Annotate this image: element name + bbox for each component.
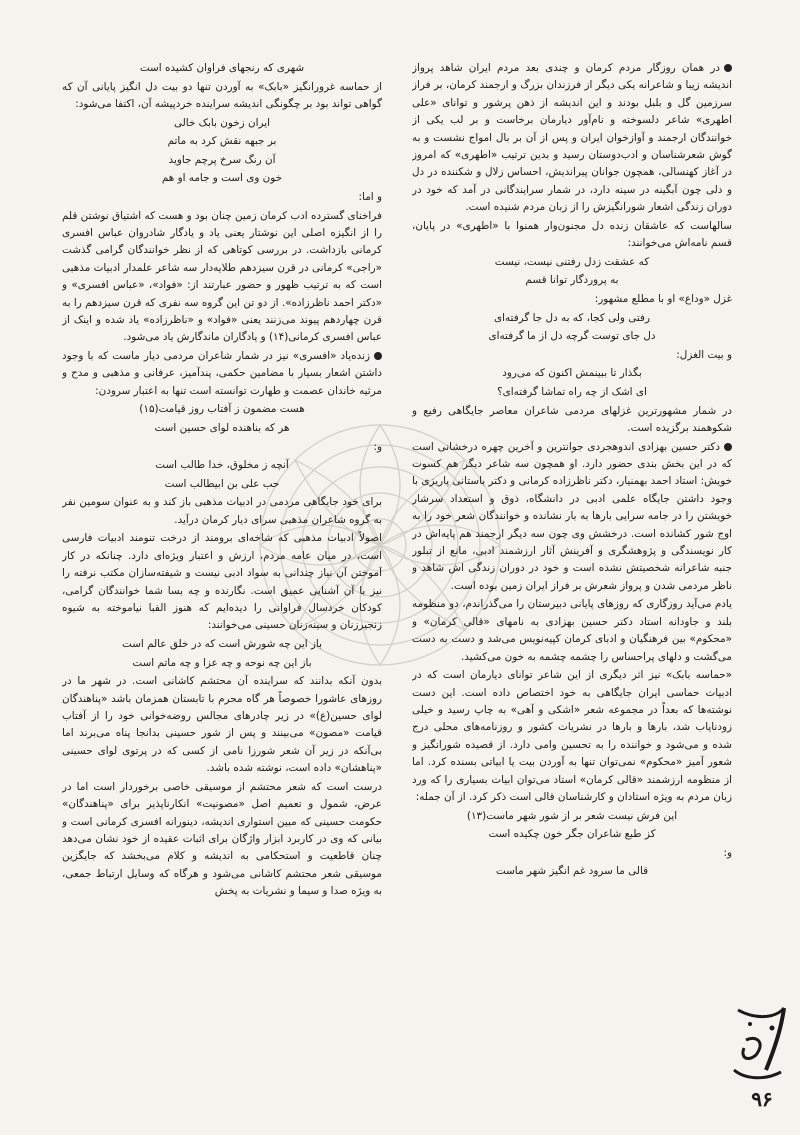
- text-span: و:: [373, 440, 382, 453]
- verse-line: [412, 826, 732, 843]
- text-span: در شمار مشهورترین غزلهای مردمی شاعران معاصر جایگاهی رفیع و شکوهمند برگزیده است.: [412, 404, 732, 434]
- text-span: زنده‌یاد «افسری» نیز در شمار شاعران مردمی دیار ماست که با وجود داشتن اشعار بسیار با مضامین حکمی، پندآمیز، عرفانی و مذهبی و مدح و مرثیه خاندان عصمت و طهارت توانسته است تنها به اعتبار سرودن:: [62, 350, 382, 397]
- text-span: و اما:: [358, 190, 382, 203]
- paragraph: [62, 439, 382, 456]
- text-span: هست مضمون ز آفتاب روز قیامت(۱۵): [139, 403, 305, 416]
- text-span: ای اشک از چه راه تماشا گرفته‌ای؟: [497, 386, 647, 398]
- verse-line: [412, 808, 732, 825]
- text-span: برای خود جایگاهی مردمی در ادبیات مذهبی باز کند و به عنوان سومین نفر به گروه شاعران مذهبی سرای دیار کرمان درآید.: [62, 496, 382, 526]
- left-column: [62, 60, 382, 1065]
- text-span: به پروردگار توانا قسم: [525, 274, 619, 287]
- paragraph: [62, 673, 382, 777]
- text-span: دکتر حسین بهزادی اندوهجردی جوانترین و آخرین چهره درخشانی است که در این بخش بندی حضور دارد. او همچون سه شاعر دیگر هم کسوت خویش: استاد احمد بهمنیار، دکتر ناظرزاده کرمانی و دکتر باستانی پاریزی با وجود داشتن جایگاه علمی ادبی در دانشگاه، ذوق و استعداد سرشار خویشتن را در جامه سرایی بارها به بار نشانده و خوانندگان شعر خود را به اوج شور کشانده است. درخشش وی چون سه دیگر ارجمند هم پایه‌اش در کار نویسندگی و پژوهشگری و آفرینش آثار ارزشمند ادبی، مانع از تبلور جنبه شاعرانه شخصیتش نشده است و خود در دوران زندگی اش شاهد و ناظر مردمی شدن و پرواز شعرش بر فراز ایران زمین بوده است.: [412, 440, 732, 592]
- bullet-dot-icon: [724, 64, 732, 72]
- text-span: اصولاً ادبیات مذهبی که شاخه‌ای برومند از درخت تنومند ادبیات فارسی است، در میان عامه مردم، ارزش و اعتبار ویژه‌ای دارد. چنانکه در کار آموختن آن نیاز چندانی به سواد ادبی نیست و شیفته‌سازان مکتب نرفته را نیز با آن آشنایی عمیق است. نگارنده و چه بسا شما خوانندگان گرامی، کودکان خردسال فراوانی را دیده‌ایم که هنوز الفبا نیاموخته به شیوه زنجیرزنان و سینه‌زنان حسینی می‌خوانند:: [62, 532, 382, 632]
- text-span: دل جای توست گرچه دل از ما گرفته‌ای: [488, 330, 656, 343]
- text-span: غزل «وداع» او با مطلع مشهور:: [594, 293, 732, 306]
- text-span: باز این چه شورش است که در خلق عالم است: [122, 638, 322, 650]
- text-span: آن رنگ سرخ پرچم جاوید: [168, 153, 276, 166]
- paragraph: [412, 60, 732, 217]
- paragraph: [62, 79, 382, 114]
- paragraph: [62, 530, 382, 634]
- text-span: قالی ما سرود غم انگیز شهر ماست: [495, 865, 649, 878]
- text-span: درست است که شعر محتشم از موسیقی خاصی برخوردار است اما در عرض، شمول و تعمیم اصل «مصونیت» انکارناپذیر برای «پناهندگان» حکومت حسینی که مبین استواری اندیشه، دینورانه افسری کرمانی است و بیانی که وی در کاربرد ابزار واژگان برای اثبات عقیده از خود نشان می‌دهد چنان قاطعیت و استحکامی به اندیشه و کلام می‌بخشد که جایگزین موسیقی شعر محتشم کاشانی می‌شود و هرگاه که وسایل ارتباط جمعی، به ویژه صدا و سیما و نشریات به پخش: [62, 780, 382, 898]
- verse-line: [62, 115, 382, 132]
- paragraph: [412, 596, 732, 666]
- paragraph: [412, 667, 732, 806]
- paragraph: [412, 845, 732, 862]
- verse-line: [412, 254, 732, 271]
- paragraph: [62, 779, 382, 901]
- verse-line: [412, 384, 732, 401]
- paragraph: [412, 439, 732, 596]
- text-span: آنچه ز مخلوق، خدا طالب است: [155, 459, 289, 472]
- verse-line: [62, 636, 382, 653]
- text-span: بگذار تا ببینمش اکنون که می‌رود: [502, 367, 642, 380]
- text-span: شهری که رنجهای فراوان کشیده است: [139, 62, 305, 74]
- bullet-dot-icon: [374, 352, 382, 360]
- paragraph: [412, 347, 732, 364]
- verse-line: [62, 476, 382, 493]
- text-span: باز این چه نوحه و چه عزا و چه ماتم است: [132, 656, 312, 669]
- text-span: یادم می‌آید روزگاری که روزهای پایانی دبیرستان را می‌گذراندم، دو منظومه بلند و جاودانه استاد دکتر حسین بهزادی به نامهای «قالی کرمان» و «محکوم» بین فرهنگیان و ادبای کرمان کپیه‌نویس می‌شد و دست به دست می‌گشت و دلهای پراحساس را چشمه چشمه به خون می‌کشید.: [412, 598, 732, 663]
- right-column: [412, 60, 732, 1065]
- text-span: ایران زخون بابک خالی: [173, 116, 271, 129]
- paragraph: [62, 208, 382, 347]
- text-span: خون وی است و جامه او هم: [161, 172, 283, 185]
- paragraph: [62, 494, 382, 529]
- verse-line: [62, 152, 382, 169]
- text-span: حب علی بن ابیطالب است: [164, 477, 280, 490]
- verse-line: [62, 655, 382, 672]
- paragraph: [412, 291, 732, 308]
- kerman-calligraphy-logo: [726, 1000, 796, 1085]
- verse-line: [412, 328, 732, 345]
- verse-line: [412, 365, 732, 382]
- verse-line: [62, 60, 382, 77]
- text-span: «حماسه بابک» نیز اثر دیگری از این شاعر توانای دیارمان است که در ادبیات حماسی ایران جایگاهی به خود اختصاص داده است. این دست نوشته‌ها که بعداً در مجموعه شعر «اشکی و آهی» به چاپ رسید و خیلی زودنایاب شد، بارها و بارها در نشریات کشور و روزنامه‌های محلی درج شده و می‌شود و خواننده را به تحسین وامی دارد. از قصیده شورانگیز و شعور آمیز «محکوم» نمی‌توان تنها به آوردن بیت یا ابیاتی بسنده کرد. اما از منظومه ارزشمند «قالی کرمان» استاد می‌توان ابیات بسیاری را که ورد زبان مردم به ویژه استادان و کارشناسان قالی است ذکر کرد. از آن جمله:: [412, 669, 732, 804]
- text-span: بر جبهه نقش کرد به ماتم: [167, 135, 277, 148]
- page-number: ۹۶: [751, 1087, 773, 1111]
- text-span: از حماسه غرورانگیز «بابک» به آوردن تنها دو بیت دل انگیز پایانی آن که گواهی تواند بود بر چگونگی اندیشه سراینده خردپیشه آن، اکتفا می‌شود:: [62, 80, 382, 110]
- paragraph: [412, 218, 732, 253]
- paragraph: [62, 189, 382, 206]
- text-span: و بیت الغزل:: [676, 348, 732, 361]
- magazine-logo: [726, 1000, 796, 1085]
- verse-line: [412, 310, 732, 327]
- text-span: فراخنای گسترده ادب کرمان زمین چنان بود و هست که اشتیاق نوشتن قلم را از انگیزه اصلی این نوشتار یعنی یاد و یادگار شادروان عباس افسری کرمانی بازداشت. در بررسی کوتاهی که از نظر خوانندگان گرامی گذشت «راجی» کرمانی در قرن سیزدهم طلایه‌دار سه شاعر علمدار ادبیات مذهبی است که به ترتیب ظهور و حضور عبارتند از: «فواد»، «عباس افسری» و «دکتر احمد ناظرزاده». از دو تن این گروه سه نفری که قرن سیزدهم را به قرن چهاردهم پیوند می‌زنند یعنی «فواد» و «ناظرزاده» یاد شده و اینک از عباس افسری کرمانی(۱۴) و یادگاران ماندگارش یاد می‌شود.: [62, 209, 382, 344]
- text-span: و:: [723, 846, 732, 859]
- text-span: این فرش نیست شعر بر از شور شهر ماست(۱۳): [466, 809, 678, 822]
- text-span: که عشقت زدل رفتنی نیست، نیست: [494, 255, 650, 268]
- text-span: رفتی ولی کجا، که به دل جا گرفته‌ای: [493, 311, 651, 324]
- verse-line: [412, 272, 732, 289]
- text-span: بدون آنکه بدانند که سراینده آن محتشم کاشانی است. در شهر ما در روزهای عاشورا خصوصاً هر گاه محرم با تابستان همزمان باشد «پناهندگان لوای حسین(ع)» در زیر چادرهای مجالس روضه‌خوانی خود را از آفتاب قیامت «مصون» می‌بینند و پس از شور حسینی بدانجا پناه می‌برند اما بی‌آنکه در زیر آن شعر شورزا نامی از کسی که در پرتوی لوای حسینی «پناهشان» داده است، نوشته شده باشد.: [62, 675, 382, 775]
- verse-line: [62, 133, 382, 150]
- verse-line: [62, 457, 382, 474]
- text-span: هر که بناهنده لوای حسین است: [154, 422, 290, 434]
- text-span: سالهاست که عاشقان زنده دل مجنون‌وار همنوا با «اطهری» در پایان، قسم نامه‌اش می‌خوانند:: [412, 219, 732, 250]
- text-span: کز طبع شاعران جگر خون چکیده است: [488, 828, 656, 841]
- paragraph: [62, 348, 382, 400]
- verse-line: [62, 401, 382, 418]
- verse-line: [62, 420, 382, 437]
- paragraph: [412, 403, 732, 438]
- verse-line: [62, 170, 382, 187]
- text-span: در همان روزگار مردم کرمان و چندی بعد مردم ایران شاهد پرواز اندیشه زیبا و شاعرانه یکی دیگر از فرزندان بزرگ و ارجمند کرمان، بر فراز سرزمین گل و بلبل بودند و این اندیشه از ذهن پرشور و توانای «علی اطهری» شاعر دلسوخته و نام‌آور دیارمان برخاست و بر لب یکی از خوانندگان ارجمند و آوازخوان ایران و پس از آن بر بال امواج نشست و به گوش شعرشناسان و ادب‌دوستان رسید و بدین ترتیب «اطهری» که امروز در آغاز کهنسالی، همچون جوانان پیراندیش، احساس زلال و شکننده در دل و دلی چون آبگینه در سینه دارد، در شمار سرایندگانی در آمد که خود در دوران زندگی اشعار شورانگیزش را از زبان مردم شنیده است.: [412, 62, 732, 214]
- bullet-dot-icon: [724, 443, 732, 451]
- verse-line: [412, 863, 732, 880]
